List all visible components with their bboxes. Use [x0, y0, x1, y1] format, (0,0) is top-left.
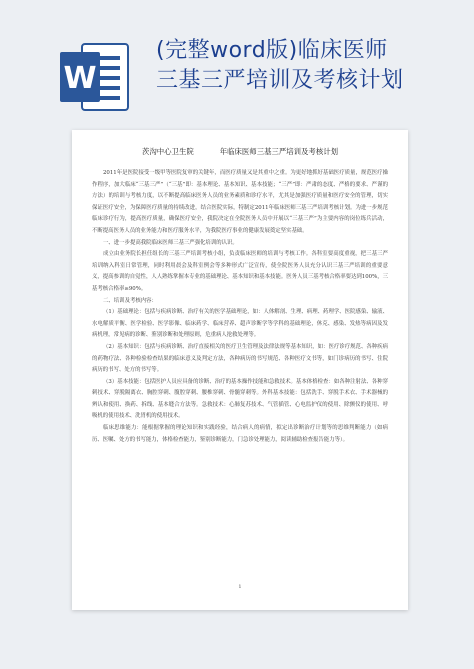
- banner-title: [156, 36, 456, 96]
- paragraph-intro: 2011年是医院接受一级甲等医院复审的关键年，而医疗质量又是其重中之重。为更好地抓好基础医疗质量，规范医疗操作程序，加大临床“三基三严”（“三基”即：基本理论、基本知识、基本技能；“三严”即：严肃的态度、严格的要求、严谨的方法）的培训与考核力度，以不断提高临床医务人员的业务素质和诊疗水平，尤其是加强医疗质量和医疗安全的管理，切实保证医疗安全，为保障医疗质量的持续改进，结合医院实际，特制定2011年临床医师三基三严培训考核计划。为进一步规范临床诊疗行为，提高医疗质量，确保医疗安全，我院决定在全院医务人员中开展以“三基三严”为主要内容的岗位练兵活动，不断提高医务人员的业务能力和医疗服务水平，为我院医疗事业的健康发展奠定坚实基础。: [92, 170, 388, 234]
- document-heading-org: 茨沟中心卫生院: [141, 147, 194, 156]
- banner: [0, 0, 474, 120]
- paragraph-basic-knowledge: （2）基本知识：包括与疾病诊断、治疗直接相关的医疗卫生管理及法律法规等基本知识，如：医疗诊疗规范、各种疾病的药物疗法、各种检验检查结果的临床意义及判定方法，各种病历的书写规范、各种医疗文书等，如门诊病历的书写、住院病历的书写、处方的书写等。: [92, 343, 388, 374]
- page-number: 1: [238, 584, 242, 590]
- banner-title-line2: 三基三严培训及考核计划: [156, 68, 404, 93]
- document-body: [92, 142, 388, 446]
- paragraph-basic-skills: （3）基本技能：包括医护人员应具备的诊断、治疗的基本操作技能和急救技术。基本体格检查：如各种注射法、各种穿刺技术、穿脱隔离衣、胸腔穿刺、腹腔穿刺、腰椎穿刺、骨髓穿刺等。外科基本技能：包括洗手、穿脱手术衣、手术器械的辨认和使用、换药、拆线、基本缝合方法等。急救技术：心肺复苏技术、气管插管、心电监护仪的使用、除颤仪的使用、呼吸机的使用技术、洗胃机的使用技术。: [92, 378, 388, 420]
- paragraph-section-2-heading: 二、培训及考核内容：: [103, 297, 157, 304]
- paragraph-section-1-heading: 一、进一步提高我院临床医师三基三严强化培训的认识。: [103, 239, 238, 246]
- word-document-icon: [56, 38, 134, 116]
- document-heading: [92, 146, 388, 158]
- paragraph-clinical-thinking: 临床思维能力：能根据掌握的理论知识和实践经验，结合病人的病情，拟定出诊断治疗计划等的思维判断能力（如病历、医嘱、处方的书写能力，体格检查能力，鉴别诊断能力，门急诊处理能力，阅读辅助检查报告能力等）。: [92, 425, 388, 443]
- document-page: [72, 130, 408, 610]
- paragraph-section-1-body: 成立由业务院长担任组长的三基三严培训考核小组，负责临床医师的培训与考核工作。各科室要高度重视，把三基三严培训纳入科室日常管理，同时利用晨会及科室例会等多种形式广泛宣传，使全院医务人员充分认识三基三严培训的重要意义，提高参训的自觉性，人人熟练掌握本专业的基础理论、基本知识和基本技能。医务人员三基考核合格率要达到100%，三基考核合格率≥90%。: [92, 251, 388, 292]
- paragraph-basic-theory: （1）基础理论：包括与疾病诊断、治疗有关的医学基础理论，如：人体解剖、生理、病理、药理学、医院感染、输液、水电解质平衡、医学检验、医学影像、临床药学、临床营养、超声诊断学等学科的基础理论，休克、感染、发热等病因及发病机理，常见病的诊断、鉴别诊断和处理原则，危重病人抢救处理等。: [92, 309, 388, 339]
- banner-title-line1: (完整word版)临床医师: [156, 38, 388, 63]
- svg-text:W: W: [63, 61, 97, 96]
- document-heading-title: 年临床医师三基三严培训及考核计划: [219, 147, 338, 156]
